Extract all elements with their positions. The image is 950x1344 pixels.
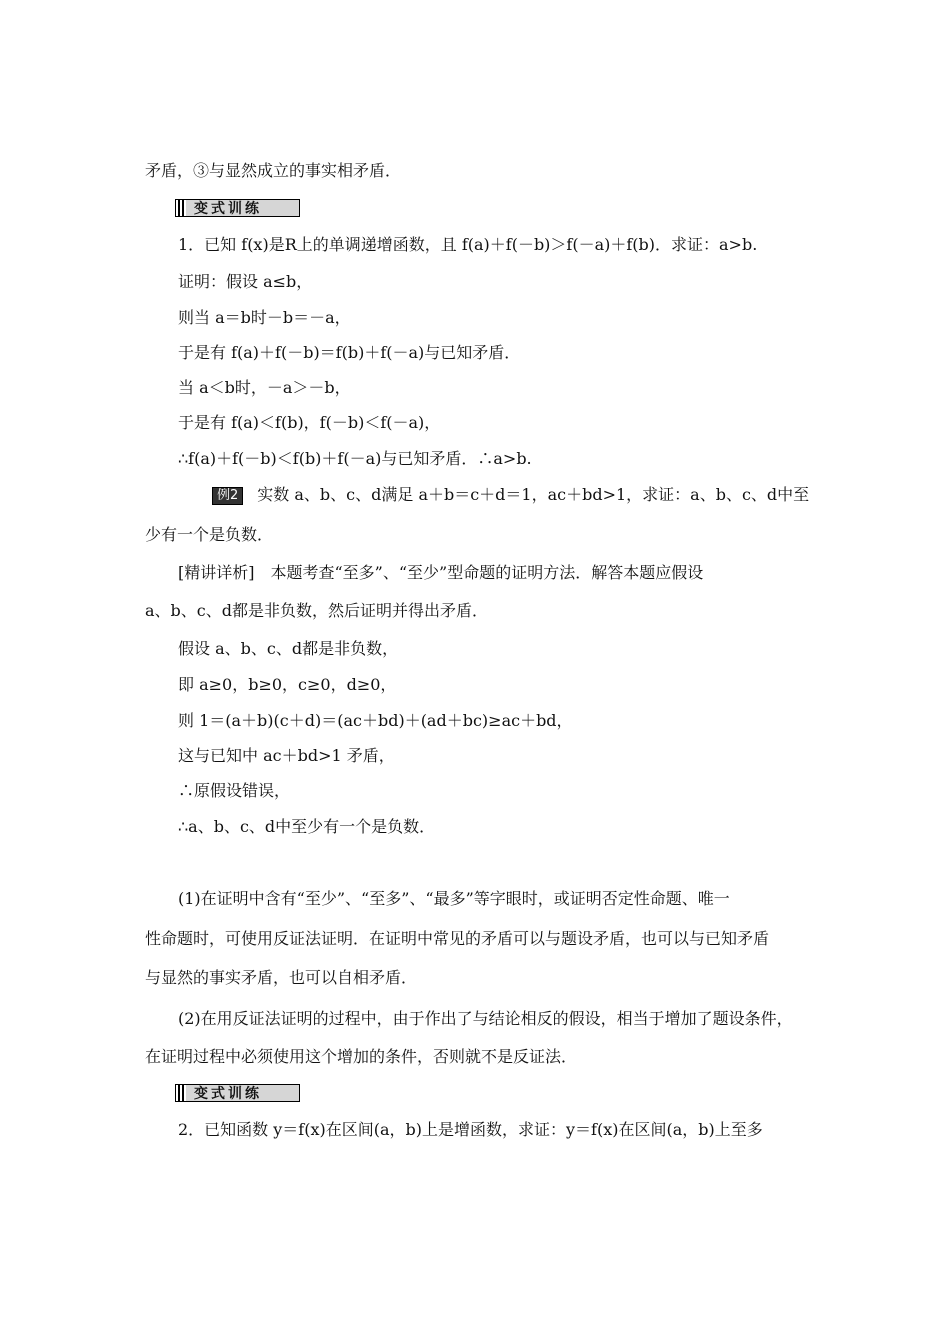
banner-bars-icon xyxy=(178,1085,186,1101)
exercise-problem: 2．已知函数 y＝f(x)在区间(a，b)上是增函数，求证：y＝f(x)在区间(a，b)上至多 xyxy=(178,1120,763,1139)
section-banner xyxy=(175,1084,300,1102)
example-tag: 例2 xyxy=(212,487,243,505)
banner-label: 变式训练 xyxy=(186,1085,299,1101)
note-text: (1)在证明中含有“至少”、“至多”、“最多”等字眼时，或证明否定性命题、唯一 xyxy=(178,889,730,908)
proof-line: 证明：假设 a≤b， xyxy=(178,272,313,291)
section-banner xyxy=(175,199,300,217)
note-text: 与显然的事实矛盾，也可以自相矛盾． xyxy=(145,968,418,987)
example-problem xyxy=(212,485,809,505)
proof-line: ∴原假设错误， xyxy=(178,781,291,800)
proof-line: 即 a≥0，b≥0，c≥0，d≥0， xyxy=(178,675,397,694)
analysis-text: a、b、c、d都是非负数，然后证明并得出矛盾． xyxy=(145,601,488,620)
proof-line: 则当 a＝b时－b＝－a， xyxy=(178,308,351,327)
proof-line: 当 a＜b时，－a＞－b， xyxy=(178,378,351,397)
example-text: 实数 a、b、c、d满足 a＋b＝c＋d＝1，ac＋bd>1，求证：a、b、c、d中至 xyxy=(257,485,810,504)
banner-label: 变式训练 xyxy=(186,200,299,216)
example-text: 少有一个是负数． xyxy=(145,525,274,544)
exercise-problem: 1．已知 f(x)是R上的单调递增函数，且 f(a)＋f(－b)＞f(－a)＋f(b)．求证：a>b. xyxy=(178,235,758,254)
proof-line: ∴f(a)＋f(－b)＜f(b)＋f(－a)与已知矛盾．∴a>b. xyxy=(178,449,532,468)
text-line: 矛盾，③与显然成立的事实相矛盾． xyxy=(145,161,402,180)
note-text: 性命题时，可使用反证法证明．在证明中常见的矛盾可以与题设矛盾，也可以与已知矛盾 xyxy=(145,929,770,948)
note-text: 在证明过程中必须使用这个增加的条件，否则就不是反证法． xyxy=(145,1047,578,1066)
proof-line: 假设 a、b、c、d都是非负数， xyxy=(178,639,399,658)
banner-bars-icon xyxy=(178,200,186,216)
proof-line: ∴a、b、c、d中至少有一个是负数． xyxy=(178,817,436,836)
note-text: (2)在用反证法证明的过程中，由于作出了与结论相反的假设，相当于增加了题设条件， xyxy=(178,1009,793,1028)
proof-line: 则 1＝(a＋b)(c＋d)＝(ac＋bd)＋(ad＋bc)≥ac＋bd， xyxy=(178,711,573,730)
proof-line: 于是有 f(a)＜f(b)，f(－b)＜f(－a)， xyxy=(178,413,441,432)
proof-line: 于是有 f(a)＋f(－b)＝f(b)＋f(－a)与已知矛盾． xyxy=(178,343,521,362)
proof-line: 这与已知中 ac＋bd>1 矛盾， xyxy=(178,746,395,765)
analysis-text: [精讲详析] 本题考查“至多”、“至少”型命题的证明方法．解答本题应假设 xyxy=(178,563,704,582)
